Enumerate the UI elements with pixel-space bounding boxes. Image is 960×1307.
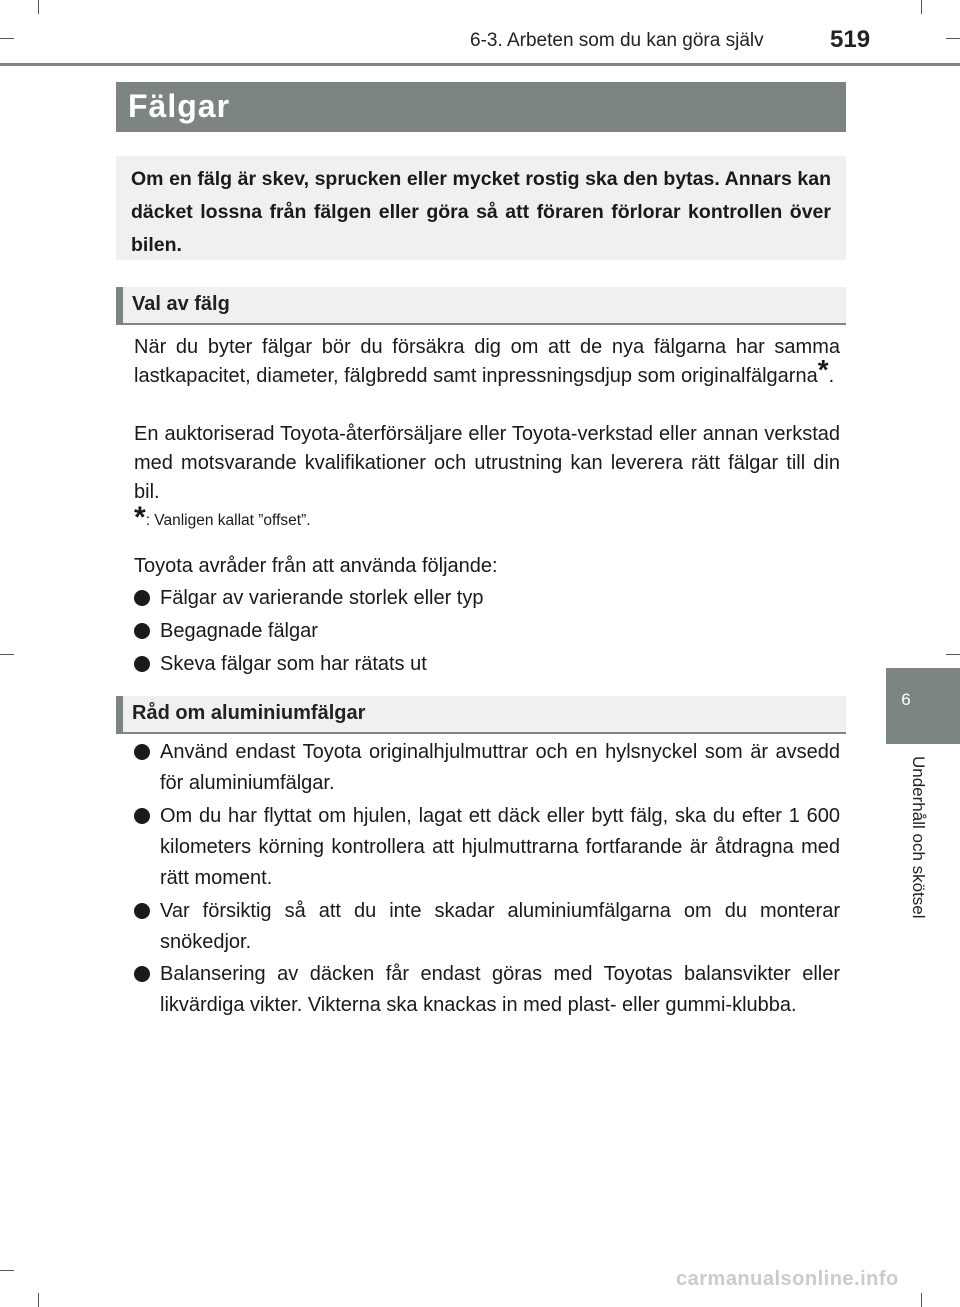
running-header: 6-3. Arbeten som du kan göra själv — [470, 30, 764, 51]
section-heading-aluminium — [116, 696, 846, 734]
bullet-icon — [134, 623, 150, 639]
footnote — [134, 501, 311, 534]
section-heading-text: Råd om aluminiumfälgar — [132, 702, 366, 724]
page-title: Fälgar — [128, 88, 231, 124]
list-item-text: Använd endast Toyota originalhjulmuttrar och en hylsnyckel som är avsedd för aluminiumfälgar. — [160, 741, 840, 794]
list-item — [134, 959, 840, 1021]
paragraph-dealer: En auktoriserad Toyota-återförsäljare eller Toyota-verkstad eller annan verkstad med motsvarande kvalifikationer och utrustning kan leverera rätt fälgar till din bil. — [134, 423, 840, 503]
crop-mark — [0, 654, 14, 655]
intro-box — [116, 156, 846, 260]
list-item — [134, 616, 840, 647]
bullet-icon — [134, 744, 150, 760]
page-title-bar — [116, 82, 846, 132]
chapter-tab — [886, 668, 960, 744]
crop-mark — [946, 654, 960, 655]
list-item-text: Var försiktig så att du inte skadar aluminiumfälgarna om du monterar snökedjor. — [160, 900, 840, 953]
heading-accent-bar — [116, 287, 123, 323]
chapter-title: Underhåll och skötsel — [909, 756, 928, 919]
bullet-icon — [134, 903, 150, 919]
list-item — [134, 801, 840, 894]
paragraph-end: . — [828, 365, 835, 387]
asterisk-marker: * — [817, 354, 829, 385]
crop-mark — [946, 38, 960, 39]
list-item-text: Balansering av däcken får endast göras med Toyotas balansvikter eller likvärdiga vikter. Vikterna ska knackas in med plast- eller gummi-klubba. — [160, 963, 840, 1016]
crop-mark — [0, 1270, 14, 1271]
crop-mark — [38, 1293, 39, 1307]
list-item-text: Begagnade fälgar — [160, 620, 318, 642]
crop-mark — [921, 1293, 922, 1307]
bullet-icon — [134, 656, 150, 672]
chapter-number: 6 — [901, 690, 911, 709]
list-item-text: Om du har flyttat om hjulen, lagat ett däck eller bytt fälg, ska du efter 1 600 kilometers körning kontrollera att hjulmuttrarna fortfarande är åtdragna med rätt moment. — [160, 805, 840, 889]
list-item — [134, 649, 840, 680]
footnote-text: : Vanligen kallat ”offset”. — [145, 512, 311, 529]
list-item — [134, 583, 840, 614]
list-item-text: Skeva fälgar som har rätats ut — [160, 653, 427, 675]
advice-intro: Toyota avråder från att använda följande: — [134, 555, 498, 577]
heading-accent-bar — [116, 696, 123, 732]
bullet-icon — [134, 590, 150, 606]
list-item-text: Fälgar av varierande storlek eller typ — [160, 587, 484, 609]
list-item — [134, 896, 840, 958]
page-number: 519 — [830, 26, 871, 53]
intro-text: Om en fälg är skev, sprucken eller mycket rostig ska den bytas. Annars kan däcket lossna från fälgen eller göra så att föraren förlorar kontrollen över bilen. — [131, 168, 831, 256]
section-heading-val-av-falg — [116, 287, 846, 325]
section-heading-text: Val av fälg — [132, 293, 230, 315]
footnote-asterisk: * — [134, 501, 146, 534]
crop-mark — [0, 38, 14, 39]
watermark: carmanualsonline.info — [676, 1268, 899, 1290]
header-rule — [0, 63, 960, 66]
bullet-icon — [134, 808, 150, 824]
paragraph-text: När du byter fälgar bör du försäkra dig om att de nya fälgarna har samma lastkapacitet, diameter, fälgbredd samt inpressningsdjup som originalfälgarna — [134, 336, 840, 387]
bullet-icon — [134, 966, 150, 982]
paragraph-rim-replacement — [134, 333, 840, 391]
crop-mark — [921, 0, 922, 14]
crop-mark — [38, 0, 39, 14]
list-item — [134, 737, 840, 799]
